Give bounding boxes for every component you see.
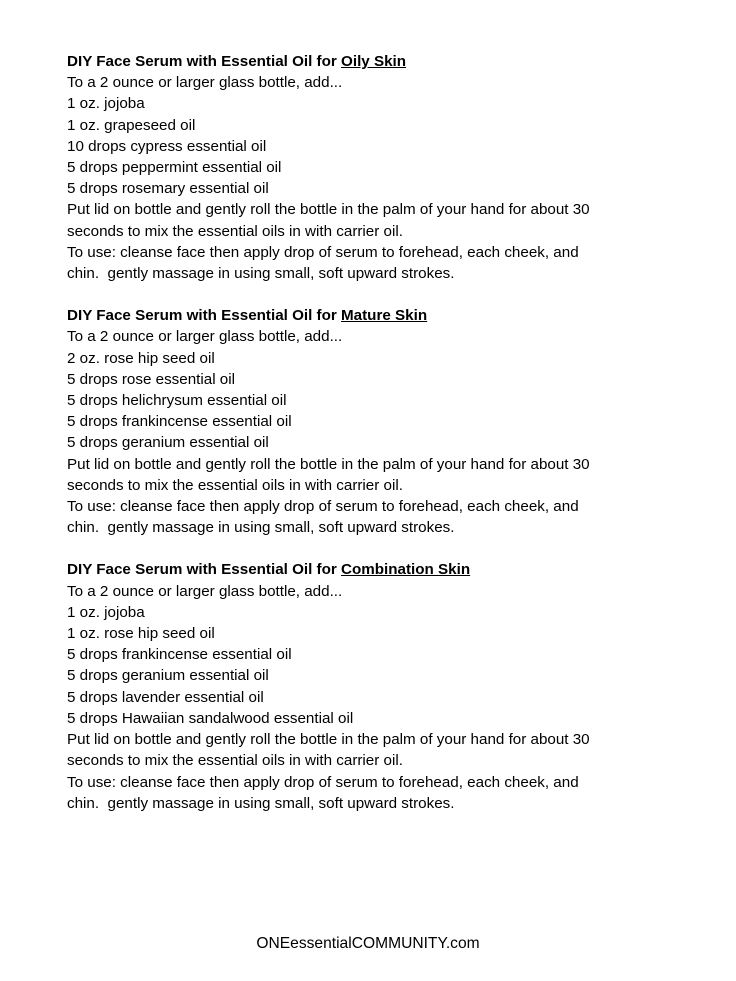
ingredient-line: 5 drops frankincense essential oil — [67, 413, 292, 431]
usage-line: chin. gently massage in using small, soft upward strokes. — [67, 794, 455, 812]
instruction-line: To a 2 ounce or larger glass bottle, add... — [67, 582, 343, 600]
usage-line: To use: cleanse face then apply drop of serum to forehead, each cheek, and — [67, 243, 579, 261]
recipe-title — [67, 559, 707, 580]
recipe-title-prefix: DIY Face Serum with Essential Oil for — [67, 307, 342, 325]
instruction-line: To a 2 ounce or larger glass bottle, add... — [67, 74, 343, 92]
ingredient-line: 5 drops rose essential oil — [67, 370, 235, 388]
usage-line: To use: cleanse face then apply drop of serum to forehead, each cheek, and — [67, 773, 579, 791]
instruction-line: Put lid on bottle and gently roll the bottle in the palm of your hand for about 30 — [67, 731, 590, 749]
ingredient-line: 1 oz. jojoba — [67, 603, 145, 621]
recipe-title — [67, 51, 707, 72]
instruction-line: Put lid on bottle and gently roll the bottle in the palm of your hand for about 30 — [67, 201, 590, 219]
footer-website: ONEessentialCOMMUNITY.com — [256, 935, 480, 952]
ingredient-line: 1 oz. grapeseed oil — [67, 116, 196, 134]
document-body — [67, 51, 707, 835]
instruction-line: seconds to mix the essential oils in with carrier oil. — [67, 222, 403, 240]
ingredient-line: 1 oz. jojoba — [67, 95, 145, 113]
ingredient-line: 5 drops helichrysum essential oil — [67, 392, 287, 410]
recipe-title-prefix: DIY Face Serum with Essential Oil for — [67, 53, 342, 70]
instruction-line: seconds to mix the essential oils in with carrier oil. — [67, 476, 403, 494]
skin-type-label: Oily Skin — [341, 53, 407, 70]
recipe-title — [67, 305, 707, 326]
skin-type-label: Mature Skin — [341, 307, 428, 325]
instruction-line: To a 2 ounce or larger glass bottle, add... — [67, 328, 343, 346]
ingredient-line: 5 drops Hawaiian sandalwood essential oil — [67, 709, 354, 727]
recipe-section-mature — [67, 305, 707, 538]
ingredient-line: 5 drops rosemary essential oil — [67, 180, 269, 198]
ingredient-line: 2 oz. rose hip seed oil — [67, 349, 215, 367]
usage-line: chin. gently massage in using small, soft upward strokes. — [67, 265, 455, 283]
recipe-section-oily — [67, 51, 707, 284]
ingredient-line: 5 drops geranium essential oil — [67, 434, 269, 452]
ingredient-line: 5 drops frankincense essential oil — [67, 646, 292, 664]
recipe-title-prefix: DIY Face Serum with Essential Oil for — [67, 561, 342, 579]
ingredient-line: 1 oz. rose hip seed oil — [67, 625, 215, 643]
usage-line: chin. gently massage in using small, soft upward strokes. — [67, 519, 455, 537]
skin-type-label: Combination Skin — [341, 561, 471, 579]
ingredient-line: 5 drops lavender essential oil — [67, 688, 264, 706]
recipe-section-combination — [67, 559, 707, 813]
ingredient-line: 5 drops geranium essential oil — [67, 667, 269, 685]
instruction-line: seconds to mix the essential oils in with carrier oil. — [67, 752, 403, 770]
ingredient-line: 10 drops cypress essential oil — [67, 137, 267, 155]
instruction-line: Put lid on bottle and gently roll the bottle in the palm of your hand for about 30 — [67, 455, 590, 473]
usage-line: To use: cleanse face then apply drop of serum to forehead, each cheek, and — [67, 498, 579, 516]
ingredient-line: 5 drops peppermint essential oil — [67, 159, 282, 177]
